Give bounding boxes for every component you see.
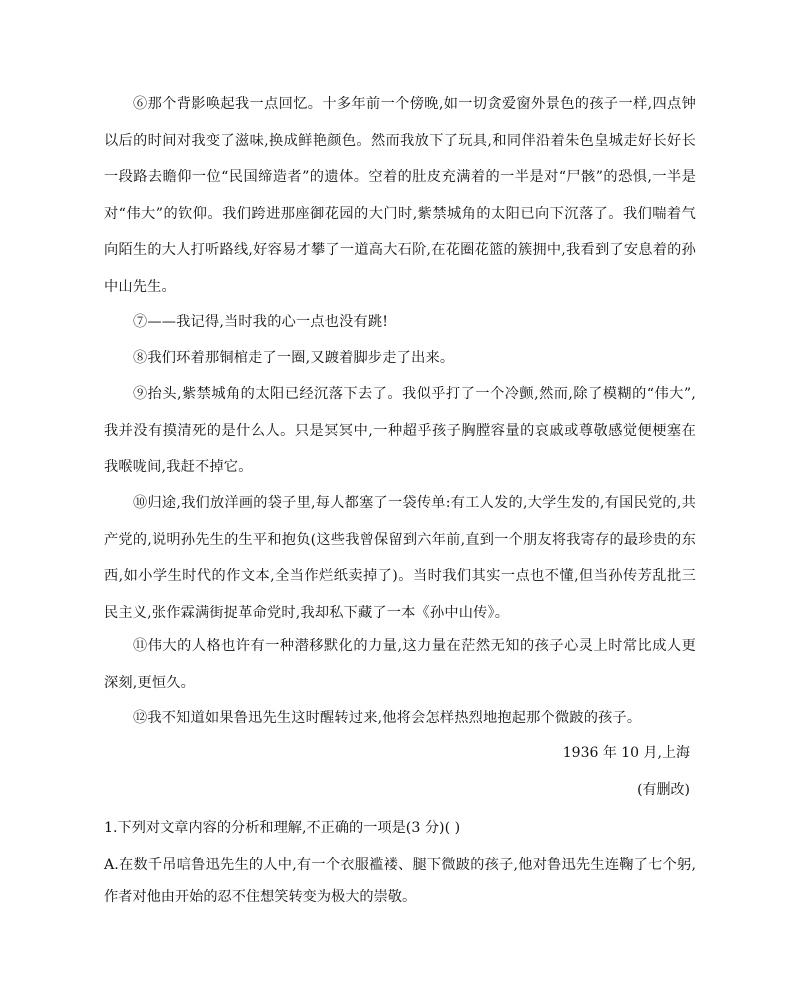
paragraph-7: ⑦——我记得,当时我的心一点也没有跳! <box>133 314 389 330</box>
paragraph-11: ⑪伟大的人格也许有一种潜移默化的力量,这力量在茫然无知的孩子心灵上时常比成人更深刻,更恒久。 <box>104 638 696 691</box>
paragraph-9: ⑨抬头,紫禁城角的太阳已经沉落下去了。我似乎打了一个冷颤,然而,除了模糊的“伟大”,我并没有摸清死的是什么人。只是冥冥中,一种超乎孩子胸膛容量的哀戚或尊敬感觉便梗塞在我喉咙间,我赶不掉它。 <box>104 386 696 475</box>
paragraph-8: ⑧我们环着那铜棺走了一圈,又踱着脚步走了出来。 <box>133 350 455 366</box>
date-place: 1936 年 10 月,上海 <box>562 745 690 761</box>
edit-note: (有删改) <box>637 782 690 798</box>
option-a: A.在数千吊唁鲁迅先生的人中,有一个衣服褴褛、腿下微跛的孩子,他对鲁迅先生连鞠了七个躬,作者对他由开始的忍不住想笑转变为极大的崇敬。 <box>104 857 696 905</box>
paragraph-12: ⑫我不知道如果鲁迅先生这时醒转过来,他将会怎样热烈地抱起那个微跛的孩子。 <box>133 710 642 726</box>
question-stem: 1.下列对文章内容的分析和理解,不正确的一项是(3 分)( ) <box>104 820 461 836</box>
paragraph-6: ⑥那个背影唤起我一点回忆。十多年前一个傍晚,如一切贪爱窗外景色的孩子一样,四点钟以后的时间对我变了滋味,换成鲜艳颜色。然而我放下了玩具,和同伴沿着朱色皇城走好长好长一段路去瞻仰一位“民国缔造者”的遗体。空着的肚皮充满着的一半是对“尸骸”的恐惧,一半是对“伟大”的钦仰。我们跨进那座御花园的大门时,紫禁城角的太阳已向下沉落了。我们喘着气向陌生的大人打听路线,好容易才攀了一道高大石阶,在花圈花篮的簇拥中,我看到了安息着的孙中山先生。 <box>104 96 696 295</box>
paragraph-10: ⑩归途,我们放洋画的袋子里,每人都塞了一袋传单:有工人发的,大学生发的,有国民党的,共产党的,说明孙先生的生平和抱负(这些我曾保留到六年前,直到一个朋友将我寄存的最珍贵的东西,如小学生时代的作文本,全当作烂纸卖掉了)。当时我们其实一点也不懂,但当孙传芳乱批三民主义,张作霖满街捉革命党时,我却私下藏了一本《孙中山传》。 <box>104 495 696 621</box>
